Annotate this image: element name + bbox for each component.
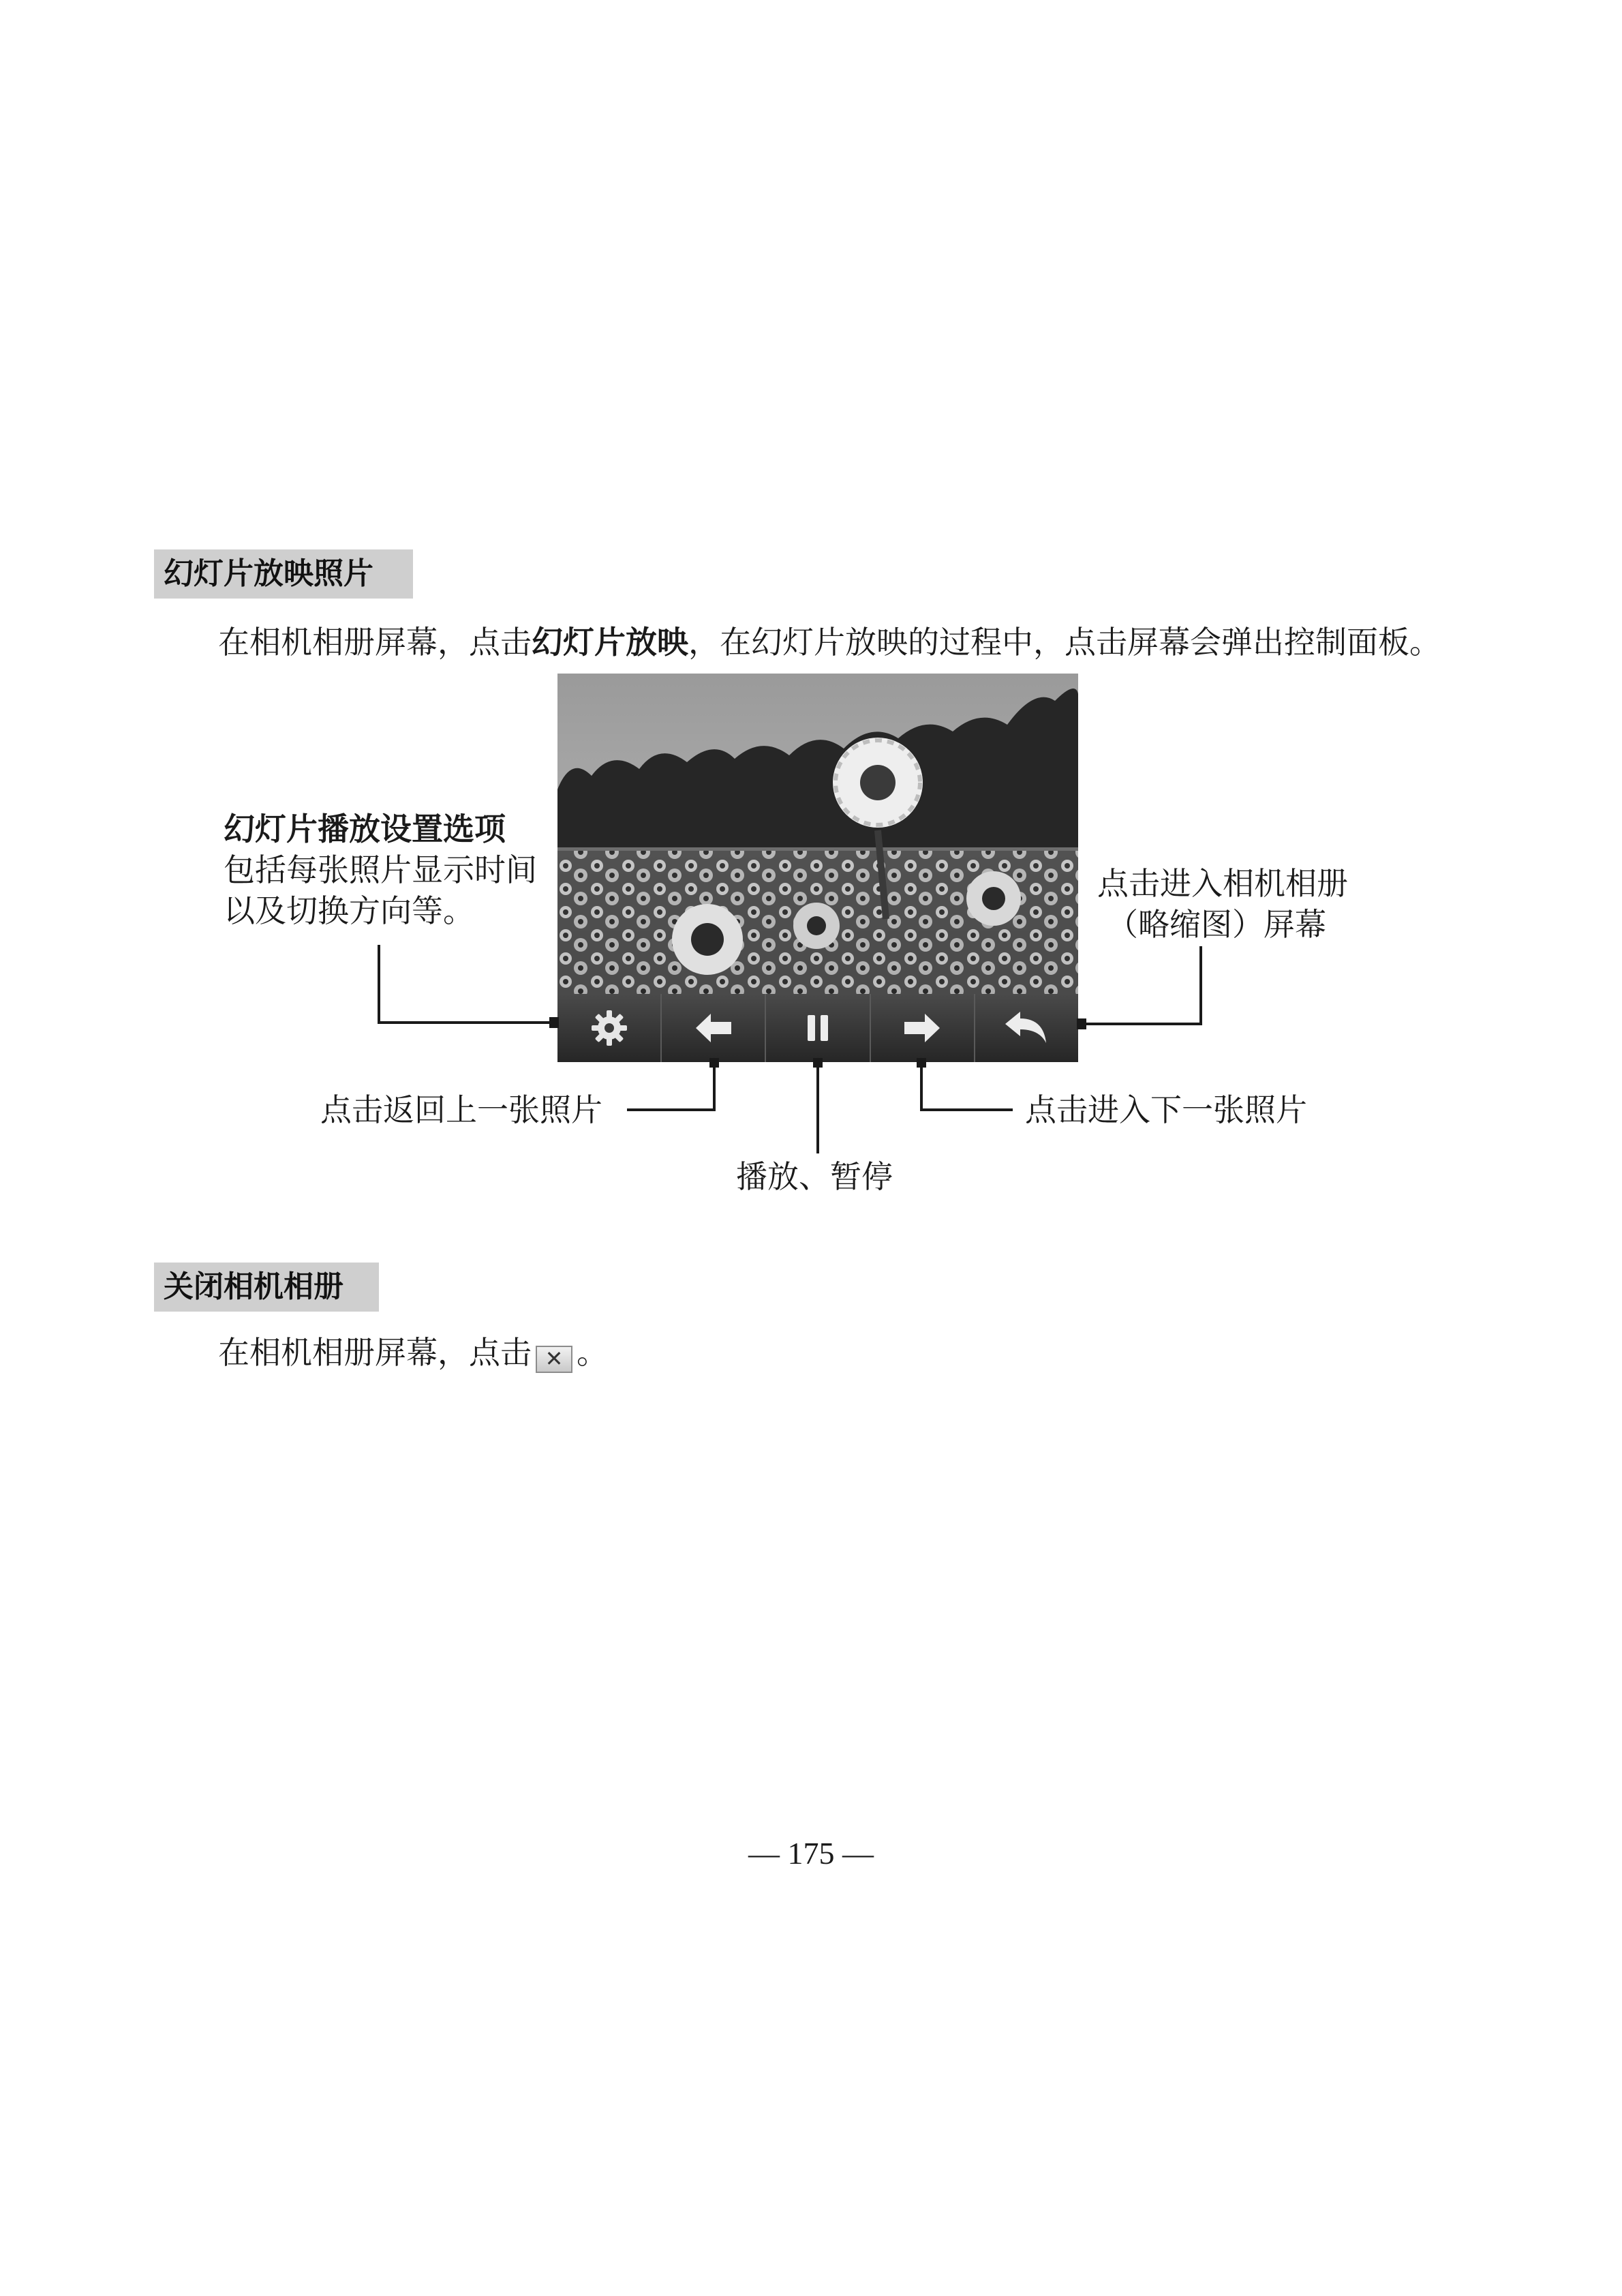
section-heading-close: 关闭相机相册 [154,1263,379,1312]
slideshow-text-strong: 幻灯片放映 [532,624,688,661]
section-heading-slideshow: 幻灯片放映照片 [154,549,413,599]
arrow-left-icon [693,1011,734,1045]
slideshow-text-post: ，在幻灯片放映的过程中，点击屏幕会弹出控制面板。 [688,624,1441,661]
arrow-right-icon [902,1011,943,1045]
gear-icon [589,1008,630,1048]
previous-photo-button[interactable] [662,994,766,1062]
slideshow-screenshot [557,674,1078,1062]
back-to-album-button[interactable] [975,994,1078,1062]
settings-annotation-line2: 包括每张照片显示时间 [224,851,537,888]
close-icon: ✕ [536,1346,572,1373]
settings-annotation [224,809,537,931]
close-text-pre: 在相机相册屏幕，点击 [218,1334,532,1371]
slideshow-paragraph [218,622,1441,663]
slideshow-control-panel [557,994,1078,1062]
next-photo-button[interactable] [871,994,975,1062]
sunflower-field-photo [557,674,1078,994]
slideshow-text-pre: 在相机相册屏幕，点击 [218,624,532,661]
page-number: — 175 — [748,1836,874,1871]
settings-button[interactable] [557,994,662,1062]
close-text-post: 。 [577,1334,608,1371]
return-arrow-icon [1003,1009,1050,1047]
next-annotation: 点击进入下一张照片 [1025,1091,1307,1128]
album-annotation-line1: 点击进入相机相册 [1097,865,1348,902]
pause-icon [801,1011,835,1045]
play-pause-annotation: 播放、暂停 [736,1158,893,1195]
album-annotation [1097,863,1348,945]
settings-annotation-title: 幻灯片播放设置选项 [224,811,506,847]
settings-annotation-line3: 以及切换方向等。 [224,892,474,929]
previous-annotation: 点击返回上一张照片 [320,1091,602,1128]
play-pause-button[interactable] [766,994,870,1062]
album-annotation-line2: （略缩图）屏幕 [1107,906,1326,943]
close-paragraph [218,1332,608,1373]
